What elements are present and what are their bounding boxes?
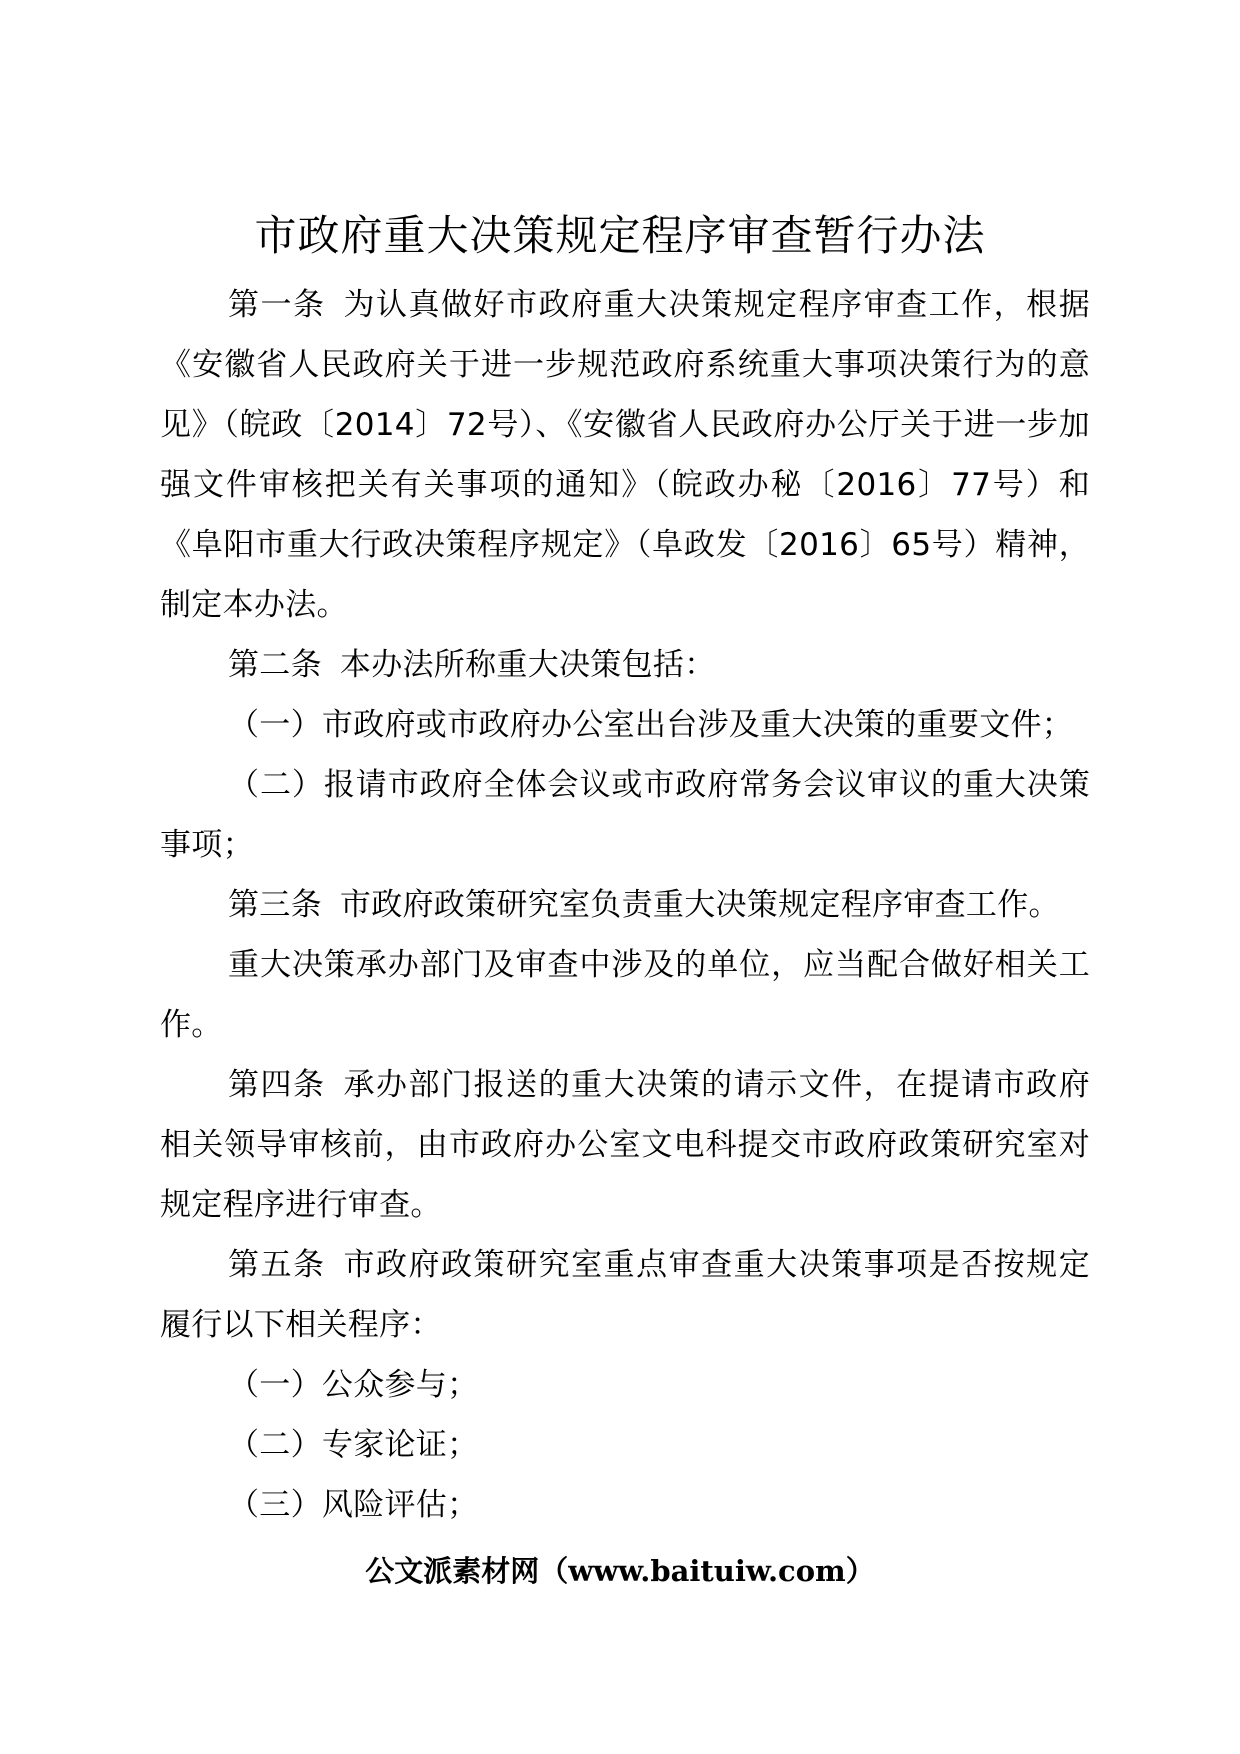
paragraph-text: （三）风险评估； — [228, 1487, 479, 1523]
document-title: 市政府重大决策规定程序审查暂行办法 — [254, 211, 986, 260]
source-footer: 公文派素材网（www.baituiw.com） — [365, 1554, 875, 1588]
article-label: 第五条 — [228, 1247, 326, 1283]
paragraph-item — [160, 1475, 1090, 1535]
paragraph-text: （二）报请市政府全体会议或市政府常务会议审议的重大决策事项； — [160, 767, 1090, 863]
paragraph-article-3 — [160, 875, 1090, 935]
paragraph-item — [160, 1415, 1090, 1475]
article-label: 第四条 — [228, 1067, 326, 1103]
paragraph-article-5 — [160, 1235, 1090, 1355]
paragraph-text: 为认真做好市政府重大决策规定程序审查工作，根据《安徽省人民政府关于进一步规范政府系统重大事项决策行为的意见》（皖政〔2014〕72号）、《安徽省人民政府办公厅关于进一步加强文件审核把关有关事项的通知》（皖政办秘〔2016〕77号）和《阜阳市重大行政决策程序规定》（阜政发〔2016〕65号）精神，制定本办法。 — [160, 287, 1090, 623]
document-body — [160, 275, 1090, 1535]
paragraph-text: 承办部门报送的重大决策的请示文件，在提请市政府相关领导审核前，由市政府办公室文电科提交市政府政策研究室对规定程序进行审查。 — [160, 1067, 1090, 1223]
paragraph-text: 重大决策承办部门及审查中涉及的单位，应当配合做好相关工作。 — [160, 947, 1090, 1043]
paragraph-article-1 — [160, 275, 1090, 635]
article-label: 第一条 — [228, 287, 326, 323]
paragraph-text: （一）公众参与； — [228, 1367, 479, 1403]
paragraph-text: 市政府政策研究室负责重大决策规定程序审查工作。 — [339, 887, 1060, 923]
paragraph-item — [160, 755, 1090, 875]
paragraph-article-2 — [160, 635, 1090, 695]
article-label: 第三条 — [228, 887, 322, 923]
paragraph-text: 本办法所称重大决策包括： — [339, 647, 716, 683]
article-label: 第二条 — [228, 647, 322, 683]
paragraph-item — [160, 695, 1090, 755]
paragraph-text: （一）市政府或市政府办公室出台涉及重大决策的重要文件； — [228, 707, 1074, 743]
paragraph-article-4 — [160, 1055, 1090, 1235]
paragraph-text: 市政府政策研究室重点审查重大决策事项是否按规定履行以下相关程序： — [160, 1247, 1090, 1343]
paragraph-text: （二）专家论证； — [228, 1427, 479, 1463]
paragraph-item — [160, 1355, 1090, 1415]
paragraph-item — [160, 935, 1090, 1055]
